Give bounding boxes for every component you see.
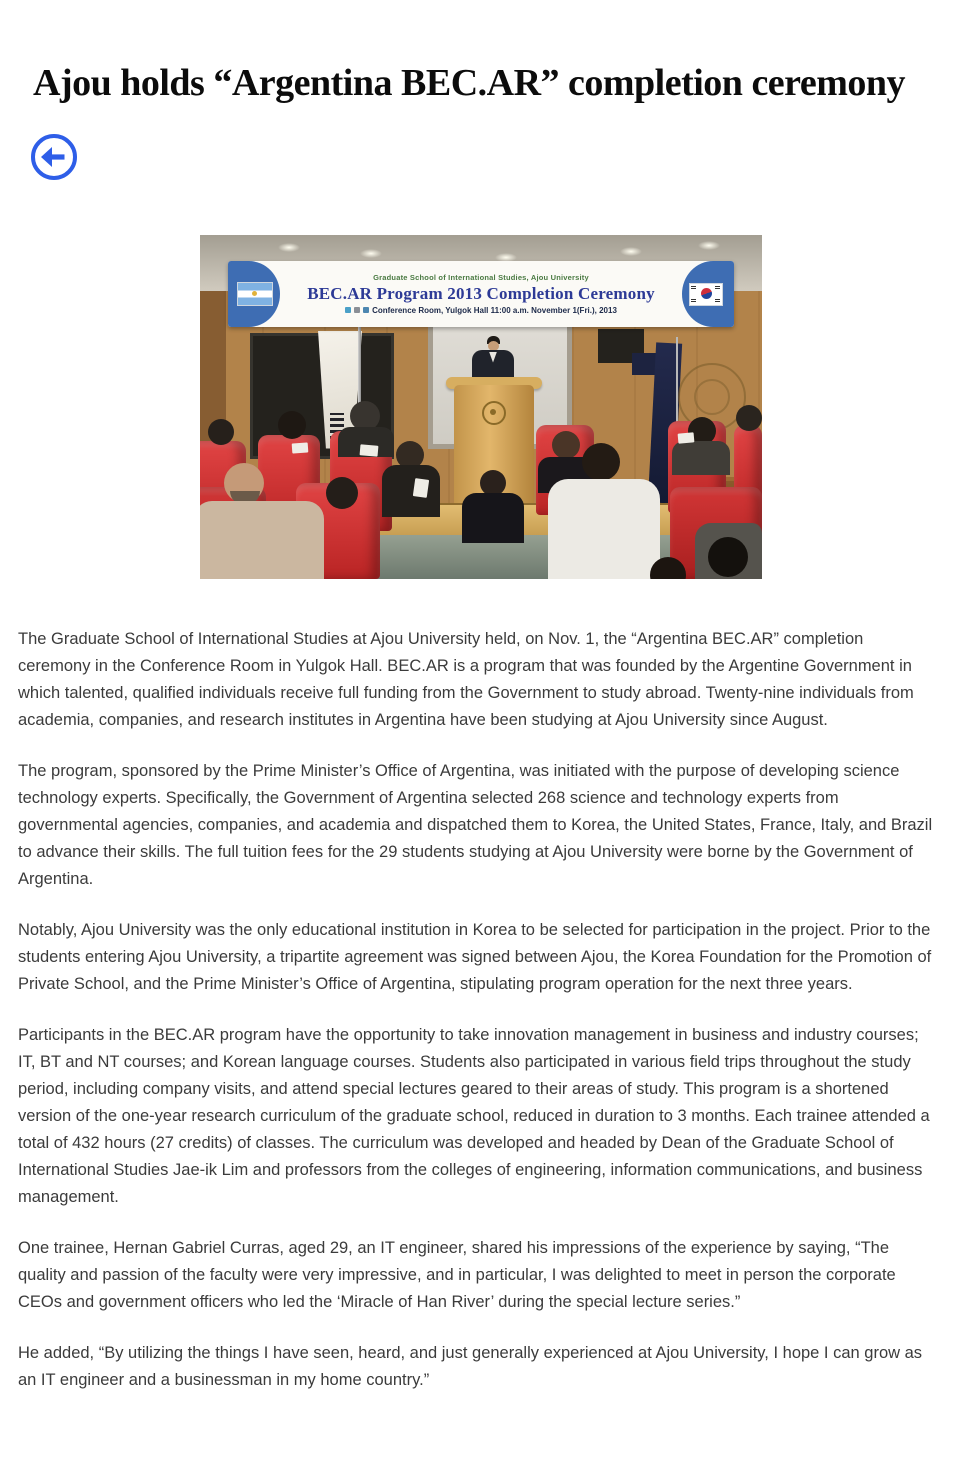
banner-venue-line: Conference Room, Yulgok Hall 11:00 a.m. November 1(Fri.), 2013 [372, 305, 617, 315]
audience-head [278, 411, 306, 439]
wall-emblem-inner [694, 379, 730, 415]
korea-flag-taegeuk [701, 288, 712, 299]
back-button[interactable] [30, 133, 78, 181]
ceiling-light [698, 241, 720, 250]
ceremony-photo [200, 235, 762, 579]
audience-head [736, 405, 762, 431]
audience-beige-coat [200, 501, 324, 579]
korea-flag-trigram [691, 298, 696, 302]
chair-note [678, 432, 695, 443]
ceiling-light [620, 247, 642, 256]
back-arrow-icon [30, 133, 78, 181]
audience-body [462, 493, 524, 543]
sponsor-logo-icon [363, 307, 369, 313]
audience-body [672, 441, 730, 475]
korea-flag-trigram [715, 298, 720, 302]
sponsor-logo-icon [345, 307, 351, 313]
ceiling-light [360, 249, 382, 258]
article-paragraph-1: The Graduate School of International Studies at Ajou University held, on Nov. 1, the “Argentina BEC.AR” completion ceremony in the Conference Room in Yulgok Hall. BEC.AR is a program that was founded by the Argentine Government in which talented, qualified individuals receive full funding from the Government to study abroad. Twenty-nine individuals from academia, companies, and research institutes in Argentina have been studying at Ajou University since August. [18, 629, 914, 729]
banner-venue-row [345, 306, 617, 315]
article-body [18, 626, 940, 1453]
korea-flag-trigram [691, 285, 696, 289]
page-title: Ajou holds “Argentina BEC.AR” completion ceremony [33, 62, 906, 104]
chair-note [292, 442, 309, 453]
article-paragraph-5: One trainee, Hernan Gabriel Curras, aged 29, an IT engineer, shared his impressions of the experience by saying, “The quality and passion of the faculty were very impressive, and in particular, I was delighted to meet in person the corporate CEOs and government officers who led the ‘Miracle of Han River’ during the special lecture series.” [18, 1238, 896, 1311]
sponsor-logo-icon [354, 307, 360, 313]
chair-note [360, 444, 379, 457]
audience-head [708, 537, 748, 577]
audience-head [326, 477, 358, 509]
audience-head [480, 470, 506, 496]
ceremony-banner [228, 261, 734, 327]
article-paragraph-4: Participants in the BEC.AR program have the opportunity to take innovation management in business and industry courses; IT, BT and NT courses; and Korean language courses. Students also participated in various field trips throughout the study period, including company visits, and attend special lectures geared to their areas of study. This program is a shortened version of the one-year research curriculum of the graduate school, reduced in duration to 3 months. Each trainee attended a total of 432 hours (27 credits) of classes. The curriculum was developed and headed by Dean of the Graduate School of International Studies Jae-ik Lim and professors from the colleges of engineering, information communications, and business management. [18, 1025, 930, 1206]
article-paragraph-6: He added, “By utilizing the things I have seen, heard, and just generally experienced at Ajou University, I hope I can grow as an IT engineer and a businessman in my home country.” [18, 1343, 923, 1389]
banner-school-line: Graduate School of International Studies, Ajou University [373, 272, 589, 282]
audience-white-shirt [548, 479, 660, 579]
audience-head [552, 431, 580, 459]
korea-flag-trigram [715, 285, 720, 289]
article-paragraph-2: The program, sponsored by the Prime Minister’s Office of Argentina, was initiated with the purpose of developing science technology experts. Specifically, the Government of Argentina selected 268 science and technology experts from governmental agencies, companies, and academia and dispatched them to Korea, the United States, France, Italy, and Brazil to advance their skills. The full tuition fees for the 29 students studying at Ajou University were borne by the Government of Argentina. [18, 761, 933, 888]
banner-text [280, 261, 682, 327]
podium-emblem-dot [490, 409, 496, 415]
banner-title-line: BEC.AR Program 2013 Completion Ceremony [307, 283, 655, 303]
audience-body [382, 465, 440, 517]
ceiling-light [278, 243, 300, 252]
argentina-flag-sun [252, 291, 257, 296]
audience-head [582, 443, 620, 481]
paper [413, 478, 429, 498]
audience-head [208, 419, 234, 445]
article-paragraph-3: Notably, Ajou University was the only educational institution in Korea to be selected for participation in the project. Prior to the students entering Ajou University, a tripartite agreement was signed between Ajou, the Korea Foundation for the Promotion of Private School, and the Prime Minister’s Office of Argentina, stipulating program operation for the next three years. [18, 920, 932, 993]
